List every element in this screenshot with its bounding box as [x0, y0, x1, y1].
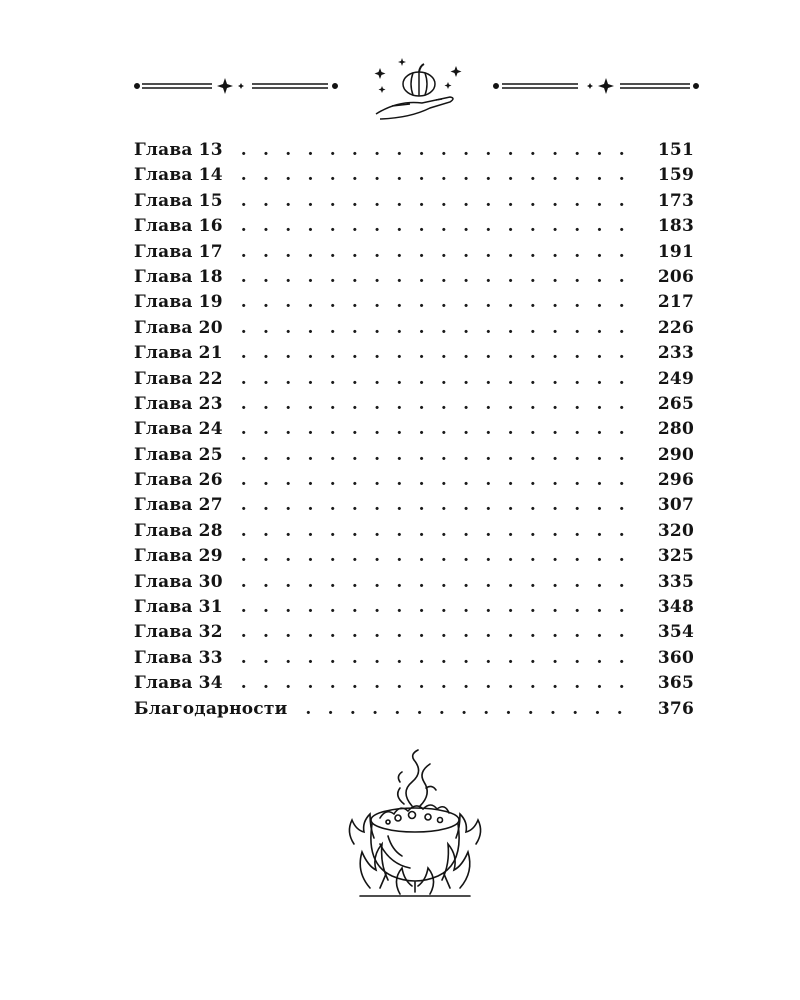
toc-entry-page-number: 249: [657, 368, 694, 389]
toc-entry: [134, 597, 694, 622]
toc-entry-title: Глава 25: [134, 444, 223, 465]
toc-entry-title: Глава 20: [134, 317, 223, 338]
toc-entry-page-number: 280: [657, 419, 694, 440]
toc-entry-title: Глава 24: [134, 419, 223, 440]
toc-entry-title: Глава 16: [134, 216, 223, 237]
dot-leader: [241, 165, 640, 185]
header-ornament: [130, 56, 700, 122]
toc-entry: [134, 216, 694, 241]
toc-entry: [134, 191, 694, 216]
dot-leader: [241, 546, 640, 566]
toc-entry: [134, 165, 694, 190]
toc-entry-page-number: 183: [657, 216, 694, 237]
toc-entry-page-number: 296: [657, 470, 694, 491]
toc-entry: [134, 572, 694, 597]
toc-entry-page-number: 159: [657, 165, 694, 186]
right-divider: [494, 78, 699, 94]
dot-leader: [241, 572, 640, 592]
toc-entry-page-number: 191: [657, 241, 694, 262]
dot-leader: [241, 242, 640, 262]
toc-entry: [134, 622, 694, 647]
toc-entry: [134, 318, 694, 343]
toc-entry-title: Благодарности: [134, 698, 288, 719]
toc-entry-page-number: 365: [657, 673, 694, 694]
toc-entry: [134, 673, 694, 698]
toc-entry-page-number: 307: [657, 495, 694, 516]
toc-entry-title: Глава 17: [134, 241, 223, 262]
dot-leader: [241, 495, 640, 515]
cauldron-icon: [340, 748, 490, 900]
toc-entry-page-number: 217: [657, 292, 694, 313]
toc-entry-title: Глава 31: [134, 597, 223, 618]
left-divider: [135, 78, 338, 94]
toc-entry-title: Глава 32: [134, 622, 223, 643]
toc-entry-page-number: 376: [657, 698, 694, 719]
toc-entry-title: Глава 13: [134, 140, 223, 160]
toc-entry-page-number: 151: [657, 140, 694, 160]
toc-entry: [134, 521, 694, 546]
toc-entry-page-number: 265: [657, 393, 694, 414]
dot-leader: [241, 140, 640, 160]
toc-entry-title: Глава 21: [134, 343, 223, 364]
toc-entry-title: Глава 14: [134, 165, 223, 186]
dot-leader: [241, 470, 640, 490]
dot-leader: [241, 369, 640, 389]
toc-entry: [134, 369, 694, 394]
toc-entry: [134, 419, 694, 444]
toc-entry: [134, 394, 694, 419]
toc-entry-title: Глава 28: [134, 520, 223, 541]
dot-leader: [241, 216, 640, 236]
toc-entry: [134, 292, 694, 317]
pumpkin-in-hand-icon: [375, 58, 462, 119]
toc-entry: [134, 699, 694, 724]
dot-leader: [241, 622, 640, 642]
toc-entry-page-number: 226: [657, 317, 694, 338]
dot-leader: [305, 699, 640, 719]
dot-leader: [241, 191, 640, 211]
dot-leader: [241, 343, 640, 363]
table-of-contents: [134, 140, 694, 724]
toc-entry: [134, 495, 694, 520]
toc-entry-title: Глава 26: [134, 470, 223, 491]
dot-leader: [241, 673, 640, 693]
dot-leader: [241, 648, 640, 668]
toc-entry-page-number: 354: [657, 622, 694, 643]
toc-entry-page-number: 360: [657, 647, 694, 668]
toc-entry-page-number: 206: [657, 266, 694, 287]
dot-leader: [241, 267, 640, 287]
toc-entry: [134, 546, 694, 571]
toc-entry-title: Глава 15: [134, 190, 223, 211]
toc-entry-page-number: 325: [657, 546, 694, 567]
toc-entry: [134, 470, 694, 495]
dot-leader: [241, 445, 640, 465]
toc-entry-title: Глава 33: [134, 647, 223, 668]
toc-entry-page-number: 320: [657, 520, 694, 541]
toc-entry-page-number: 348: [657, 597, 694, 618]
toc-entry: [134, 140, 694, 165]
toc-entry-title: Глава 18: [134, 266, 223, 287]
dot-leader: [241, 394, 640, 414]
dot-leader: [241, 318, 640, 338]
toc-entry: [134, 648, 694, 673]
toc-entry: [134, 343, 694, 368]
toc-entry-page-number: 335: [657, 571, 694, 592]
toc-entry-title: Глава 19: [134, 292, 223, 313]
toc-entry-title: Глава 22: [134, 368, 223, 389]
toc-entry-page-number: 173: [657, 190, 694, 211]
dot-leader: [241, 292, 640, 312]
dot-leader: [241, 419, 640, 439]
toc-entry-title: Глава 23: [134, 393, 223, 414]
toc-entry: [134, 242, 694, 267]
toc-entry-page-number: 233: [657, 343, 694, 364]
toc-entry-title: Глава 27: [134, 495, 223, 516]
toc-entry-title: Глава 34: [134, 673, 223, 694]
toc-entry-title: Глава 29: [134, 546, 223, 567]
toc-entry-page-number: 290: [657, 444, 694, 465]
dot-leader: [241, 521, 640, 541]
toc-entry: [134, 267, 694, 292]
toc-entry: [134, 445, 694, 470]
dot-leader: [241, 597, 640, 617]
toc-entry-title: Глава 30: [134, 571, 223, 592]
